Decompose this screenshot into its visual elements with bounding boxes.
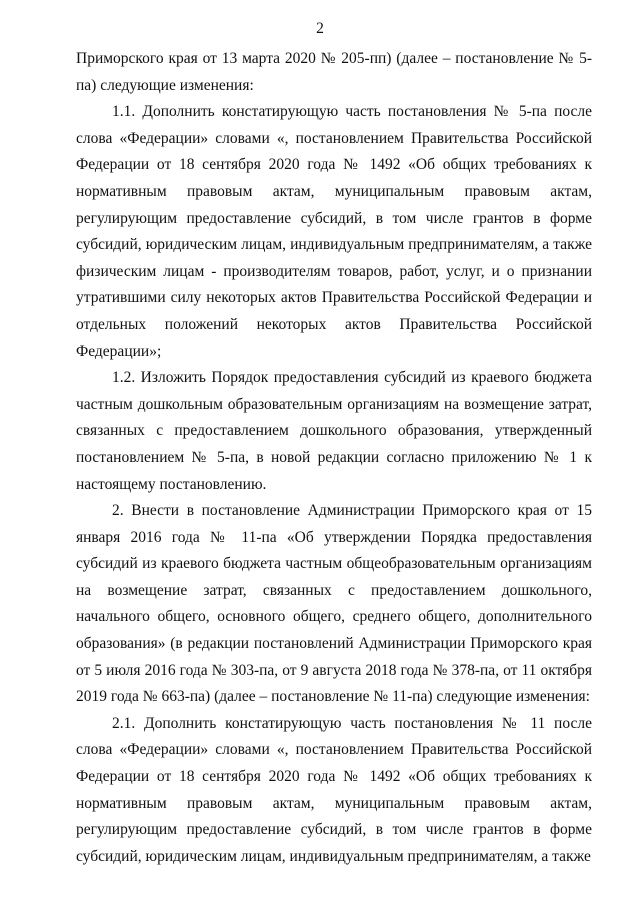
paragraph-1-2: 1.2. Изложить Порядок предоставления субсидий из краевого бюджета частным дошкольным образовательным организациям на возмещение затрат, связанных с предоставлением дошкольного образования, утвержденный постановлением № 5-па, в новой редакции согласно приложению № 1 к настоящему постановлению. [76,369,592,493]
page-number: 2 [316,20,324,37]
document-body [76,46,592,870]
paragraph-continuation: Приморского края от 13 марта 2020 № 205-пп) (далее – постановление № 5-па) следующие изменения: [76,50,592,94]
paragraph-2-1: 2.1. Дополнить констатирующую часть постановления № 11 после слова «Федерации» словами «, постановлением Правительства Российской Федерации от 18 сентября 2020 года № 1492 «Об общих требованиях к нормативным правовым актам, муниципальным правовым актам, регулирующим предоставление субсидий, в том числе грантов в форме субсидий, юридическим лицам, индивидуальным предпринимателям, а также [76,714,592,865]
paragraph-1-1: 1.1. Дополнить констатирующую часть постановления № 5-па после слова «Федерации» словами «, постановлением Правительства Российской Федерации от 18 сентября 2020 года № 1492 «Об общих требованиях к нормативным правовым актам, муниципальным правовым актам, регулирующим предоставление субсидий, в том числе грантов в форме субсидий, юридическим лицам, индивидуальным предпринимателям, а также физическим лицам - производителям товаров, работ, услуг, и о признании утратившими силу некоторых актов Правительства Российской Федерации и отдельных положений некоторых актов Правительства Российской Федерации»; [76,103,592,360]
paragraph-2: 2. Внести в постановление Администрации Приморского края от 15 января 2016 года № 11-па «Об утверждении Порядка предоставления субсидий из краевого бюджета частным общеобразовательным организациям на возмещение затрат, связанных с предоставлением дошкольного, начального общего, основного общего, среднего общего, дополнительного образования» (в редакции постановлений Администрации Приморского края от 5 июля 2016 года № 303-па, от 9 августа 2018 года № 378-па, от 11 октября 2019 года № 663-па) (далее – постановление № 11-па) следующие изменения: [76,502,592,706]
